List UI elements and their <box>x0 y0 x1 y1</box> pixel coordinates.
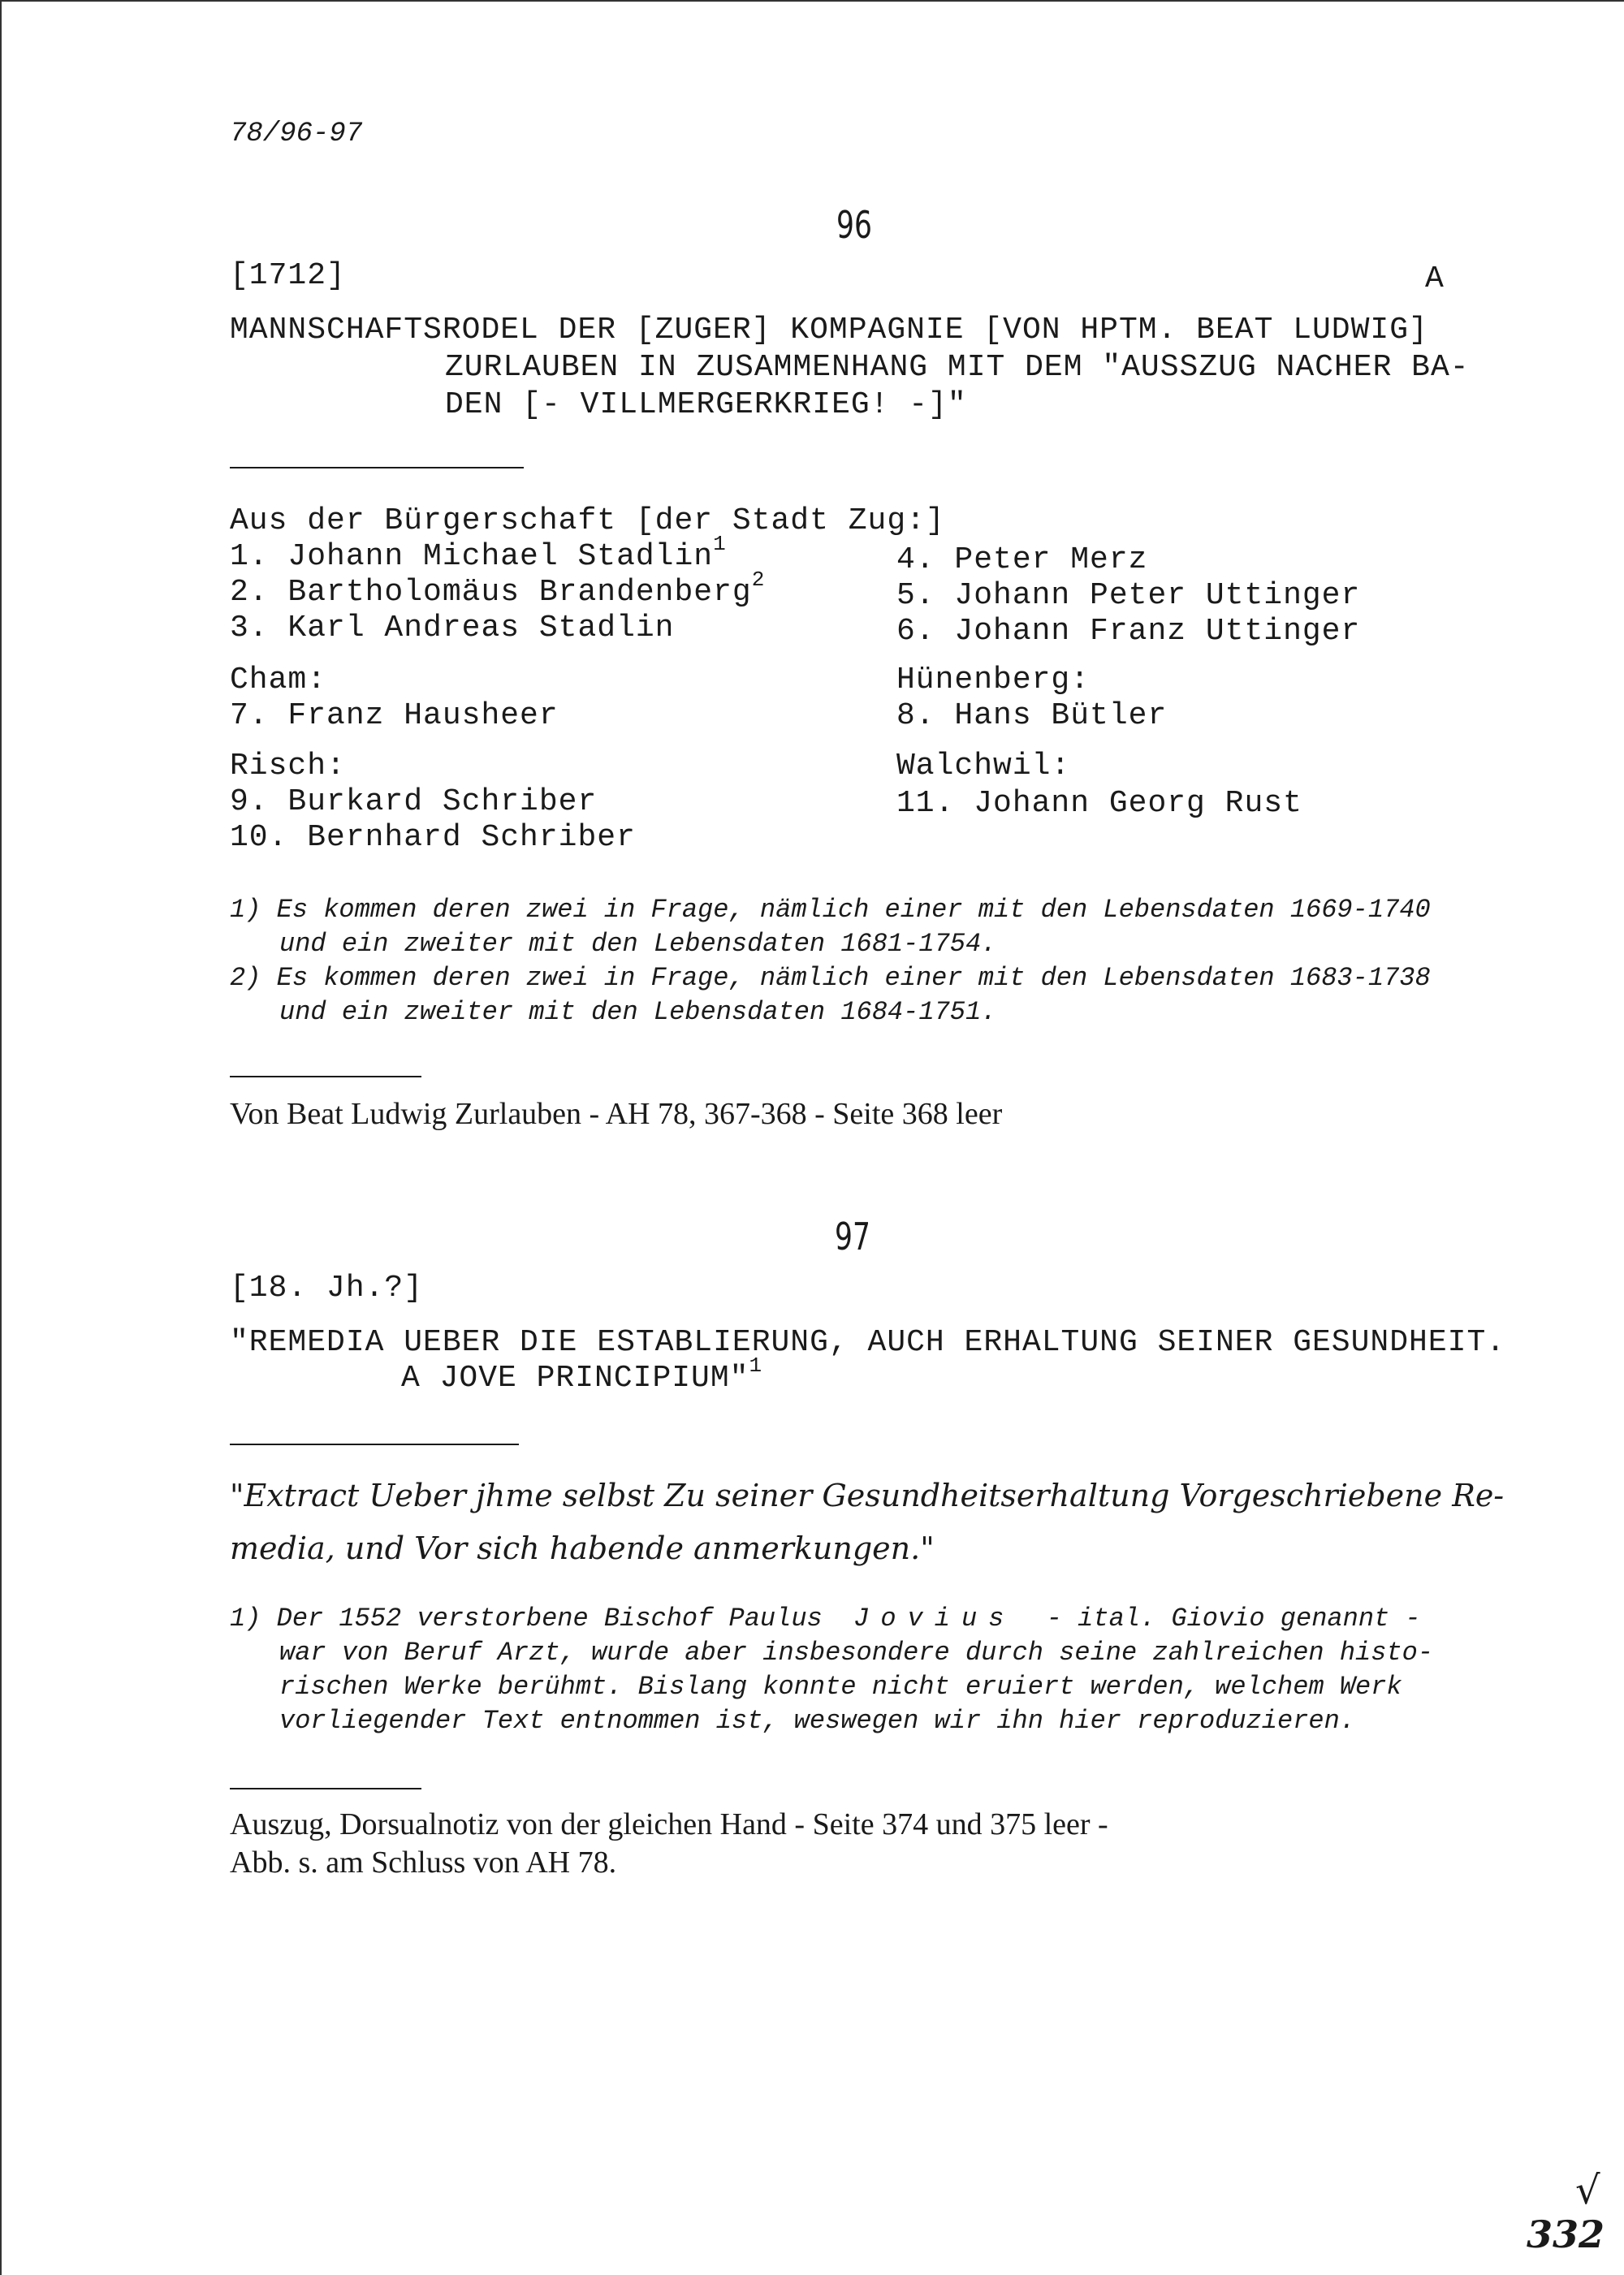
footnote-1-line-2: war von Beruf Arzt, wurde aber insbesondere durch seine zahlreichen histo- <box>279 1638 1434 1668</box>
source-divider <box>230 1788 421 1789</box>
list-item: 2. Bartholomäus Brandenberg$^2$ <box>230 568 766 610</box>
list-item: 3. Karl Andreas Stadlin <box>230 611 675 645</box>
document-number-97: 97 <box>835 1215 870 1258</box>
page-reference: 78/96-97 <box>230 119 363 149</box>
list-item: 4. Peter Merz <box>896 542 1148 577</box>
footnote-1-line-4: vorliegender Text entnommen ist, weswegen wir ihn hier reproduzieren. <box>279 1706 1356 1736</box>
source-note: Von Beat Ludwig Zurlauben - AH 78, 367-368 - Seite 368 leer <box>230 1097 1003 1131</box>
footnote-1-line-3: rischen Werke berühmt. Bislang konnte nicht eruiert werden, welchem Werk <box>279 1672 1402 1702</box>
list-item: 10. Bernhard Schriber <box>230 820 636 855</box>
section-divider <box>230 1444 519 1445</box>
quote-line-2: media, und Vor sich habende anmerkungen." <box>230 1530 935 1566</box>
handwritten-page-number: 332 <box>1527 2212 1605 2256</box>
list-item: 11. Johann Georg Rust <box>896 786 1302 821</box>
document-title-line-1: "REMEDIA UEBER DIE ESTABLIERUNG, AUCH ERHALTUNG SEINER GESUNDHEIT. <box>230 1325 1506 1360</box>
section-heading-risch: Risch: <box>230 749 346 784</box>
source-divider <box>230 1076 421 1077</box>
page-border-left <box>0 0 2 2275</box>
check-mark-icon: √ <box>1575 2168 1600 2213</box>
list-item: 5. Johann Peter Uttinger <box>896 578 1361 613</box>
spaced-name: Jovius <box>853 1604 1016 1634</box>
section-heading-buergerschaft: Aus der Bürgerschaft [der Stadt Zug:] <box>230 503 945 538</box>
footnote-1-line-2: und ein zweiter mit den Lebensdaten 1681-1754. <box>279 929 997 959</box>
document-title-line-2: ZURLAUBEN IN ZUSAMMENHANG MIT DEM "AUSSZUG NACHER BA- <box>445 350 1470 385</box>
page-border-top <box>0 0 1624 2</box>
footnote-marker: 1 <box>749 1353 763 1378</box>
footnote-2-line-1: 2) Es kommen deren zwei in Frage, nämlich einer mit den Lebensdaten 1683-1738 <box>230 963 1431 993</box>
document-date: [18. Jh.?] <box>230 1271 424 1306</box>
section-heading-walchwil: Walchwil: <box>896 749 1071 784</box>
list-item: 8. Hans Bütler <box>896 698 1168 733</box>
footnote-2-line-2: und ein zweiter mit den Lebensdaten 1684-1751. <box>279 997 997 1027</box>
footnote-marker: 1 <box>713 532 727 556</box>
source-note-line-2: Abb. s. am Schluss von AH 78. <box>230 1845 617 1880</box>
document-title-line-2: A JOVE PRINCIPIUM"$^1$ <box>401 1353 763 1396</box>
document-letter: A <box>1425 261 1445 296</box>
source-note-line-1: Auszug, Dorsualnotiz von der gleichen Hand - Seite 374 und 375 leer - <box>230 1807 1108 1841</box>
section-heading-cham: Cham: <box>230 663 327 697</box>
document-date: [1712] <box>230 258 346 293</box>
document-title-line-1: MANNSCHAFTSRODEL DER [ZUGER] KOMPAGNIE [VON HPTM. BEAT LUDWIG] <box>230 313 1428 348</box>
list-item: 9. Burkard Schriber <box>230 784 598 819</box>
document-number-96: 96 <box>836 203 872 247</box>
section-divider <box>230 467 524 468</box>
list-item: 6. Johann Franz Uttinger <box>896 614 1361 649</box>
section-heading-huenenberg: Hünenberg: <box>896 663 1091 697</box>
footnote-marker: 2 <box>751 568 766 592</box>
list-item: 1. Johann Michael Stadlin$^1$ <box>230 532 727 574</box>
quote-line-1: "Extract Ueber jhme selbst Zu seiner Gesundheitserhaltung Vorgeschriebene Re- <box>230 1478 1505 1513</box>
footnote-1-line-1: 1) Der 1552 verstorbene Bischof Paulus Jovius - ital. Giovio genannt - <box>230 1604 1421 1634</box>
document-title-line-3: DEN [- VILLMERGERKRIEG! -]" <box>445 387 967 422</box>
list-item: 7. Franz Hausheer <box>230 698 559 733</box>
footnote-1-line-1: 1) Es kommen deren zwei in Frage, nämlich einer mit den Lebensdaten 1669-1740 <box>230 895 1431 925</box>
